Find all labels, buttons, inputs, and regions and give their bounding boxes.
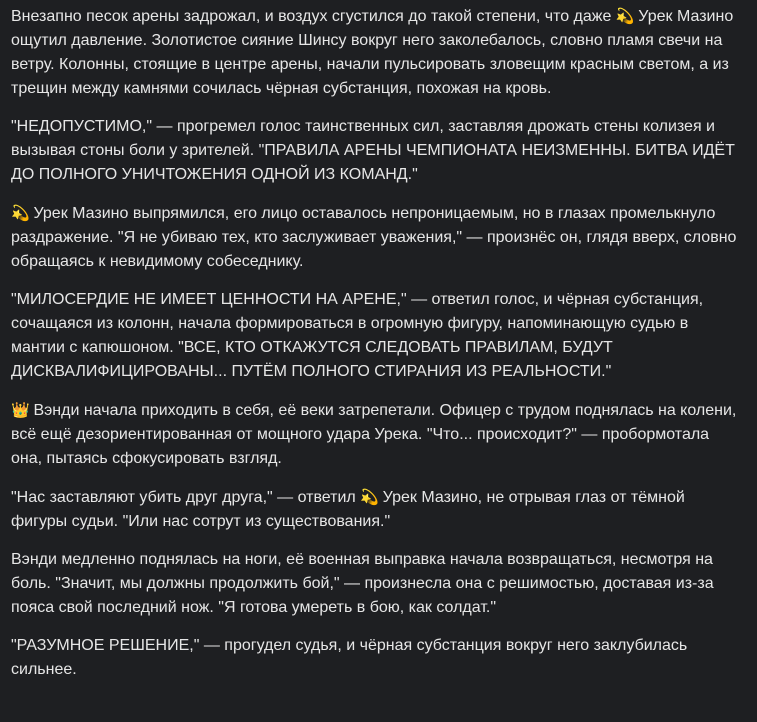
paragraph-1 xyxy=(11,4,743,101)
paragraph-5 xyxy=(11,398,743,471)
paragraph-1-part-2: Урек Мазино ощутил давление. Золотистое сияние Шинсу вокруг него заколебалось, словно пламя свечи на ветру. Колонны, стоящие в центре арены, начали пульсировать зловещим красным светом, а из трещин между камнями сочилась чёрная субстанция, похожая на кровь. xyxy=(11,8,734,97)
paragraph-8 xyxy=(11,634,743,682)
paragraph-8-text: "РАЗУМНОЕ РЕШЕНИЕ," — прогудел судья, и чёрная субстанция вокруг него заклубилась сильнее. xyxy=(11,637,688,678)
paragraph-3-text: Урек Мазино выпрямился, его лицо оставалось непроницаемым, но в глазах промелькнуло раздражение. "Я не убиваю тех, кто заслуживает уважения," — произнёс он, глядя вверх, словно обращаясь к невидимому собеседнику. xyxy=(11,205,737,270)
paragraph-7-text: Вэнди медленно поднялась на ноги, её военная выправка начала возвращаться, несмотря на боль. "Значит, мы должны продолжить бой," — произнесла она с решимостью, доставая из-за пояса свой последний нож. "Я готова умереть в бою, как солдат." xyxy=(11,551,714,616)
paragraph-1-part-1: Внезапно песок арены задрожал, и воздух сгустился до такой степени, что даже xyxy=(11,8,612,25)
paragraph-6-part-1: "Нас заставляют убить друг друга," — ответил xyxy=(11,489,356,506)
paragraph-2 xyxy=(11,115,743,187)
dizzy-icon: 💫 xyxy=(11,204,30,222)
dizzy-icon: 💫 xyxy=(360,488,379,506)
paragraph-4-text: "МИЛОСЕРДИЕ НЕ ИМЕЕТ ЦЕННОСТИ НА АРЕНЕ," — ответил голос, и чёрная субстанция, сочащаяся из колонн, начала формироваться в огромную фигуру, напоминающую судью в мантии с капюшоном. "ВСЕ, КТО ОТКАЖУТСЯ СЛЕДОВАТЬ ПРАВИЛАМ, БУДУТ ДИСКВАЛИФИЦИРОВАНЫ... ПУТЁМ ПОЛНОГО СТИРАНИЯ ИЗ РЕАЛЬНОСТИ." xyxy=(11,291,704,380)
paragraph-6-part-2: Урек Мазино, не отрывая глаз от тёмной фигуры судьи. "Или нас сотрут из существования." xyxy=(11,489,685,530)
paragraph-4 xyxy=(11,288,743,384)
paragraph-2-text: "НЕДОПУСТИМО," — прогремел голос таинственных сил, заставляя дрожать стены колизея и вызывая стоны боли у зрителей. "ПРАВИЛА АРЕНЫ ЧЕМПИОНАТА НЕИЗМЕННЫ. БИТВА ИДЁТ ДО ПОЛНОГО УНИЧТОЖЕНИЯ ОДНОЙ ИЗ КОМАНД." xyxy=(11,118,735,183)
paragraph-3 xyxy=(11,201,743,274)
paragraph-6 xyxy=(11,485,743,534)
dizzy-icon: 💫 xyxy=(615,7,635,25)
paragraph-7 xyxy=(11,548,743,620)
paragraph-5-text: Вэнди начала приходить в себя, её веки затрепетали. Офицер с трудом поднялась на колени, всё ещё дезориентированная от мощного удара Урека. "Что... происходит?" — пробормотала она, пытаясь сфокусировать взгляд. xyxy=(11,402,737,467)
crown-icon: 👑 xyxy=(11,401,30,419)
